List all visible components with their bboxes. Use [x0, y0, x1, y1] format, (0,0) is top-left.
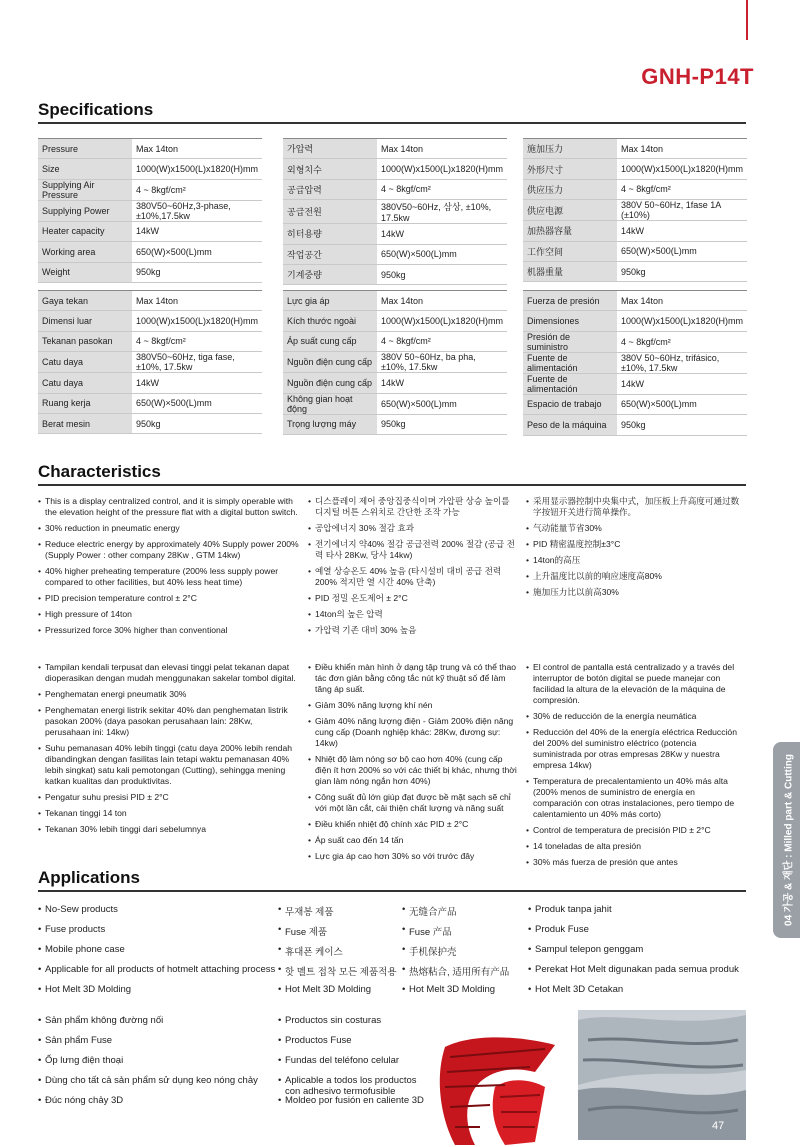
spec-label: 히터용량 [283, 224, 377, 244]
characteristic-item: • 가압력 기존 대비 30% 높음 [308, 625, 518, 636]
spec-label: Presión de suministro [523, 331, 617, 352]
characteristic-item: • Tekanan 30% lebih tinggi dari sebelumnya [38, 824, 300, 835]
spec-label: Weight [38, 262, 132, 282]
characteristics-es [526, 662, 746, 873]
spec-row [38, 413, 262, 433]
spec-value: 380V 50~60Hz, ba pha, ±10%, 17.5kw [377, 352, 507, 373]
specifications-rule [38, 122, 746, 124]
spec-row [523, 311, 747, 331]
spec-value: 14kW [132, 373, 262, 393]
application-item: • Dùng cho tất cả sản phẩm sử dụng keo nóng chảy [38, 1075, 274, 1095]
application-item: • Sản phẩm không đường nối [38, 1015, 274, 1035]
characteristic-item: • Tekanan tinggi 14 ton [38, 808, 300, 819]
characteristic-item: • Điều khiển màn hình ở dạng tập trung và có thể thao tác đơn giản bằng công tắc nút kỹ thuật số để làm tăng áp suất. [308, 662, 518, 695]
characteristic-item: • 전기에너지 약40% 절감 공급전력 200% 절감 (공급 전력 타사 28Kw, 당사 14kw) [308, 539, 518, 561]
spec-row [523, 415, 747, 435]
characteristic-item: • Áp suất cao đến 14 tấn [308, 835, 518, 846]
characteristics-vi [308, 662, 518, 867]
spec-row [523, 352, 747, 373]
application-item: • Produk tanpa jahit [528, 904, 766, 924]
characteristic-item: • 30% reduction in pneumatic energy [38, 523, 300, 534]
spec-row [38, 311, 262, 331]
application-item: • No-Sew products [38, 904, 276, 924]
specifications-title: Specifications [38, 100, 154, 119]
spec-row [523, 373, 747, 394]
spec-row [523, 200, 747, 221]
spec-value: 14kW [132, 221, 262, 241]
spec-value: Max 14ton [377, 139, 507, 159]
characteristic-item: • 施加压力比以前高30% [526, 587, 746, 598]
spec-value: 14kW [617, 373, 747, 394]
characteristic-item: • Điều khiển nhiệt độ chính xác PID ± 2°C [308, 819, 518, 830]
application-item: • Perekat Hot Melt digunakan pada semua produk [528, 964, 766, 984]
spec-label: Lực gia áp [283, 291, 377, 311]
characteristic-item: • Penghematan energi pneumatik 30% [38, 689, 300, 700]
applications-vi [38, 1015, 274, 1115]
characteristic-item: • Reduce electric energy by approximately 40% Supply power 200% (Supply Power : other company 28Kw , GTM 14kw) [38, 539, 300, 561]
characteristic-item: • 14ton의 높은 압력 [308, 609, 518, 620]
spec-row [523, 394, 747, 414]
spec-row [283, 373, 507, 393]
spec-row [38, 331, 262, 351]
page-number: 47 [712, 1120, 725, 1132]
application-item: • Ốp lưng điện thoại [38, 1055, 274, 1075]
spec-value: 650(W)×500(L)mm [132, 393, 262, 413]
spec-label: Catu daya [38, 352, 132, 373]
characteristic-item: • PID 정밀 온도제어 ± 2°C [308, 593, 518, 604]
spec-row [283, 291, 507, 311]
spec-value: 950kg [617, 415, 747, 435]
spec-value: 380V 50~60Hz, 1fase 1A (±10%) [617, 200, 747, 221]
spec-row [523, 241, 747, 261]
spec-label: Nguồn điện cung cấp [283, 373, 377, 393]
characteristic-item: • Pengatur suhu presisi PID ± 2°C [38, 792, 300, 803]
spec-value: 4 ~ 8kgf/cm² [132, 179, 262, 200]
spec-label: Working area [38, 242, 132, 262]
spec-row [38, 159, 262, 179]
spec-label: 供应压力 [523, 179, 617, 199]
application-item: • Produk Fuse [528, 924, 766, 944]
application-item: • Moldeo por fusión en caliente 3D [278, 1095, 434, 1115]
characteristics-zh [526, 496, 746, 603]
spec-value: 4 ~ 8kgf/cm² [617, 179, 747, 199]
characteristic-item: • 공압에너지 30% 절감 효과 [308, 523, 518, 534]
spec-value: 950kg [377, 264, 507, 284]
spec-table [523, 138, 747, 282]
spec-label: 工作空间 [523, 241, 617, 261]
application-item: • Productos sin costuras [278, 1015, 434, 1035]
spec-label: Fuente de alimentación [523, 373, 617, 394]
spec-row [283, 331, 507, 351]
spec-row [283, 264, 507, 284]
spec-row [523, 261, 747, 281]
characteristic-item: • El control de pantalla está centralizado y a través del interruptor de botón digital se puede manejar con facilidad la altura de la elevación de la máquina de compresión. [526, 662, 746, 706]
spec-row [523, 159, 747, 179]
spec-value: 650(W)×500(L)mm [132, 242, 262, 262]
spec-value: Max 14ton [132, 291, 262, 311]
spec-value: Max 14ton [617, 139, 747, 159]
application-item: • Fuse 제품 [278, 924, 400, 944]
spec-value: 380V50~60Hz, 삼상, ±10%, 17.5kw [377, 200, 507, 224]
spec-value: 1000(W)x1500(L)x1820(H)mm [132, 159, 262, 179]
spec-label: Supplying Power [38, 200, 132, 221]
spec-value: 4 ~ 8kgf/cm² [617, 331, 747, 352]
spec-label: Size [38, 159, 132, 179]
spec-label: 供应电源 [523, 200, 617, 221]
application-item: • Fundas del teléfono celular [278, 1055, 434, 1075]
spec-row [38, 291, 262, 311]
red-mesh-product-photo [435, 1027, 575, 1147]
spec-row [38, 139, 262, 159]
spec-label: Fuerza de presión [523, 291, 617, 311]
characteristic-item: • 디스플레이 제어 중앙집중식이며 가압판 상승 높이를 디지털 버튼 스위치로 간단한 조작 가능 [308, 496, 518, 518]
spec-value: 1000(W)x1500(L)x1820(H)mm [617, 159, 747, 179]
characteristic-item: • Công suất đủ lớn giúp đạt được bề mặt sạch sẽ chỉ với một lần cắt, cải thiện chất lượng và năng suất [308, 792, 518, 814]
application-item: • Applicable for all products of hotmelt attaching process [38, 964, 276, 984]
spec-label: Dimensi luar [38, 311, 132, 331]
characteristic-item: • Suhu pemanasan 40% lebih tinggi (catu daya 200% lebih rendah dibandingkan dengan fasilitas lain tetapi waktu pemanasan 40% lebih singkat) satu kali pemotongan (Cutting), sehingga mening katkan kualitas dan produktivitas. [38, 743, 300, 787]
spec-value: 14kW [377, 373, 507, 393]
characteristic-item: • This is a display centralized control, and it is simply operable with the elevation height of the pressure flat with a digital button switch. [38, 496, 300, 518]
spec-label: Nguồn điện cung cấp [283, 352, 377, 373]
applications-zh [402, 904, 524, 1004]
spec-value: 4 ~ 8kgf/cm² [132, 331, 262, 351]
spec-row [283, 179, 507, 199]
spec-row [523, 221, 747, 241]
spec-table [38, 138, 262, 283]
characteristic-item: • PID precision temperature control ± 2°C [38, 593, 300, 604]
spec-label: 외형치수 [283, 159, 377, 179]
spec-row [283, 352, 507, 373]
characteristic-item: • Control de temperatura de precisión PID ± 2°C [526, 825, 746, 836]
spec-row [283, 414, 507, 434]
section-side-tab-label: 04 가공 & 재단 : Milled part & Cutting [783, 754, 794, 926]
characteristic-item: • 采用显示器控制中央集中式，加压板上升高度可通过数字按钮开关进行简单操作。 [526, 496, 746, 518]
spec-label: Ruang kerja [38, 393, 132, 413]
spec-row [523, 139, 747, 159]
characteristic-item: • PID 精密温度控制±3°C [526, 539, 746, 550]
characteristic-item: • Temperatura de precalentamiento un 40% más alta (200% menos de suministro de energía en comparación con otras instalaciones, pero tiempo de calentamiento un 40% más corto) [526, 776, 746, 820]
spec-value: Max 14ton [377, 291, 507, 311]
characteristic-item: • Pressurized force 30% higher than conventional [38, 625, 300, 636]
spec-label: Áp suất cung cấp [283, 331, 377, 351]
spec-value: 1000(W)x1500(L)x1820(H)mm [132, 311, 262, 331]
characteristic-item: • 30% de reducción de la energía neumática [526, 711, 746, 722]
applications-ko [278, 904, 400, 1004]
spec-value: 380V50~60Hz,3-phase,±10%,17.5kw [132, 200, 262, 221]
spec-value: 650(W)×500(L)mm [377, 393, 507, 414]
applications-es [278, 1015, 434, 1115]
characteristic-item: • 40% higher preheating temperature (200% less supply power compared to other facilities, but 40% less heat time) [38, 566, 300, 588]
spec-row [283, 311, 507, 331]
characteristics-en [38, 496, 300, 641]
characteristics-rule [38, 484, 746, 486]
application-item: • Fuse 产品 [402, 924, 524, 944]
spec-label: Trọng lượng máy [283, 414, 377, 434]
spec-label: Không gian hoạt động [283, 393, 377, 414]
spec-label: Fuente de alimentación [523, 352, 617, 373]
application-item: • Hot Melt 3D Molding [278, 984, 400, 1004]
spec-table [38, 290, 262, 434]
spec-label: 공급압력 [283, 179, 377, 199]
spec-label: Gaya tekan [38, 291, 132, 311]
applications-id [528, 904, 766, 1004]
spec-value: 650(W)×500(L)mm [617, 241, 747, 261]
characteristic-item: • 30% más fuerza de presión que antes [526, 857, 746, 868]
spec-row [283, 139, 507, 159]
top-accent-line [746, 0, 748, 40]
spec-label: Tekanan pasokan [38, 331, 132, 351]
application-item: • 휴대폰 케이스 [278, 944, 400, 964]
spec-label: 加热器容量 [523, 221, 617, 241]
applications-en [38, 904, 276, 1004]
spec-value: 950kg [132, 262, 262, 282]
spec-row [523, 291, 747, 311]
spec-value: 950kg [617, 261, 747, 281]
spec-row [283, 393, 507, 414]
characteristics-ko [308, 496, 518, 641]
applications-title: Applications [38, 868, 141, 887]
spec-row [283, 200, 507, 224]
spec-label: 施加压力 [523, 139, 617, 159]
application-item: • 무재봉 제품 [278, 904, 400, 924]
spec-value: Max 14ton [617, 291, 747, 311]
spec-row [283, 244, 507, 264]
application-item: • 热熔粘合, 适用所有产品 [402, 964, 524, 984]
characteristic-item: • 上升温度比以前的响应速度高80% [526, 571, 746, 582]
characteristics-title: Characteristics [38, 462, 161, 481]
spec-row [38, 221, 262, 241]
spec-table [283, 138, 507, 285]
spec-value: 1000(W)x1500(L)x1820(H)mm [617, 311, 747, 331]
spec-row [38, 373, 262, 393]
spec-row [38, 352, 262, 373]
spec-value: 380V 50~60Hz, trifásico, ±10%, 17.5kw [617, 352, 747, 373]
spec-label: 外形尺寸 [523, 159, 617, 179]
spec-row [283, 159, 507, 179]
spec-label: Dimensiones [523, 311, 617, 331]
application-item: • 핫 멜트 접착 모든 제품적용 [278, 964, 400, 984]
spec-value: 950kg [377, 414, 507, 434]
spec-label: 공급전원 [283, 200, 377, 224]
application-item: • 无缝合产品 [402, 904, 524, 924]
spec-label: Espacio de trabajo [523, 394, 617, 414]
spec-row [523, 331, 747, 352]
characteristic-item: • 14ton的高压 [526, 555, 746, 566]
spec-value: 14kW [617, 221, 747, 241]
spec-label: Berat mesin [38, 413, 132, 433]
spec-label: Kích thước ngoài [283, 311, 377, 331]
characteristic-item: • 예열 상승온도 40% 높음 (타시설비 대비 공급 전력 200% 적지만 열 시간 40% 단축) [308, 566, 518, 588]
spec-value: 4 ~ 8kgf/cm² [377, 331, 507, 351]
spec-row [283, 224, 507, 244]
spec-value: Max 14ton [132, 139, 262, 159]
spec-label: Supplying Air Pressure [38, 179, 132, 200]
spec-table [523, 290, 747, 436]
spec-row [38, 200, 262, 221]
application-item: • Hot Melt 3D Molding [402, 984, 524, 1004]
spec-label: Catu daya [38, 373, 132, 393]
spec-row [38, 242, 262, 262]
spec-label: 작업공간 [283, 244, 377, 264]
characteristic-item: • Nhiệt độ làm nóng sơ bộ cao hơn 40% (cung cấp điện ít hơn 200% so với các thiết bị khác, nhưng thời gian làm nóng ngắn hơn 40%) [308, 754, 518, 787]
spec-label: Pressure [38, 139, 132, 159]
model-title: GNH-P14T [641, 64, 754, 89]
characteristic-item: • High pressure of 14ton [38, 609, 300, 620]
characteristic-item: • 14 toneladas de alta presión [526, 841, 746, 852]
spec-value: 14kW [377, 224, 507, 244]
spec-row [523, 179, 747, 199]
section-side-tab [773, 742, 800, 938]
spec-value: 650(W)×500(L)mm [617, 394, 747, 414]
characteristic-item: • Tampilan kendali terpusat dan elevasi tinggi pelat tekanan dapat dioperasikan dengan mudah menggunakan sakelar tombol digital. [38, 662, 300, 684]
characteristic-item: • Penghematan energi listrik sekitar 40% dan penghematan listrik pasokan 200% (daya pasokan perusahaan lain: 28Kw, perusahaan ini: 14kw) [38, 705, 300, 738]
spec-value: 380V50~60Hz, tiga fase, ±10%, 17.5kw [132, 352, 262, 373]
spec-label: Peso de la máquina [523, 415, 617, 435]
characteristic-item: • Lực gia áp cao hơn 30% so với trước đây [308, 851, 518, 862]
spec-value: 1000(W)x1500(L)x1820(H)mm [377, 311, 507, 331]
application-item: • Đúc nóng chảy 3D [38, 1095, 274, 1115]
spec-label: 기계중량 [283, 264, 377, 284]
spec-row [38, 393, 262, 413]
application-item: • Sampul telepon genggam [528, 944, 766, 964]
application-item: • Hot Melt 3D Cetakan [528, 984, 766, 1004]
application-item: • Sản phẩm Fuse [38, 1035, 274, 1055]
spec-row [38, 262, 262, 282]
characteristics-id [38, 662, 300, 840]
spec-label: Heater capacity [38, 221, 132, 241]
spec-label: 가압력 [283, 139, 377, 159]
spec-table [283, 290, 507, 435]
characteristic-item: • Giảm 30% năng lượng khí nén [308, 700, 518, 711]
applications-rule [38, 890, 746, 892]
spec-value: 950kg [132, 413, 262, 433]
spec-row [38, 179, 262, 200]
characteristic-item: • 气动能量节省30% [526, 523, 746, 534]
application-item: • Hot Melt 3D Molding [38, 984, 276, 1004]
characteristic-item: • Reducción del 40% de la energía eléctrica Reducción del 200% del suministro eléctrico (potencia suministrada por otras empresas 28Kw y nuestra empresa 14kw) [526, 727, 746, 771]
application-item: • Mobile phone case [38, 944, 276, 964]
characteristic-item: • Giảm 40% năng lượng điện - Giảm 200% điện năng cung cấp (Doanh nghiệp khác: 28Kw, đương sự: 14kw) [308, 716, 518, 749]
spec-value: 1000(W)x1500(L)x1820(H)mm [377, 159, 507, 179]
application-item: • Aplicable a todos los productos con adhesivo termofusible [278, 1075, 434, 1095]
spec-label: 机器重量 [523, 261, 617, 281]
application-item: • 手机保护壳 [402, 944, 524, 964]
application-item: • Productos Fuse [278, 1035, 434, 1055]
spec-value: 650(W)×500(L)mm [377, 244, 507, 264]
application-item: • Fuse products [38, 924, 276, 944]
spec-value: 4 ~ 8kgf/cm² [377, 179, 507, 199]
